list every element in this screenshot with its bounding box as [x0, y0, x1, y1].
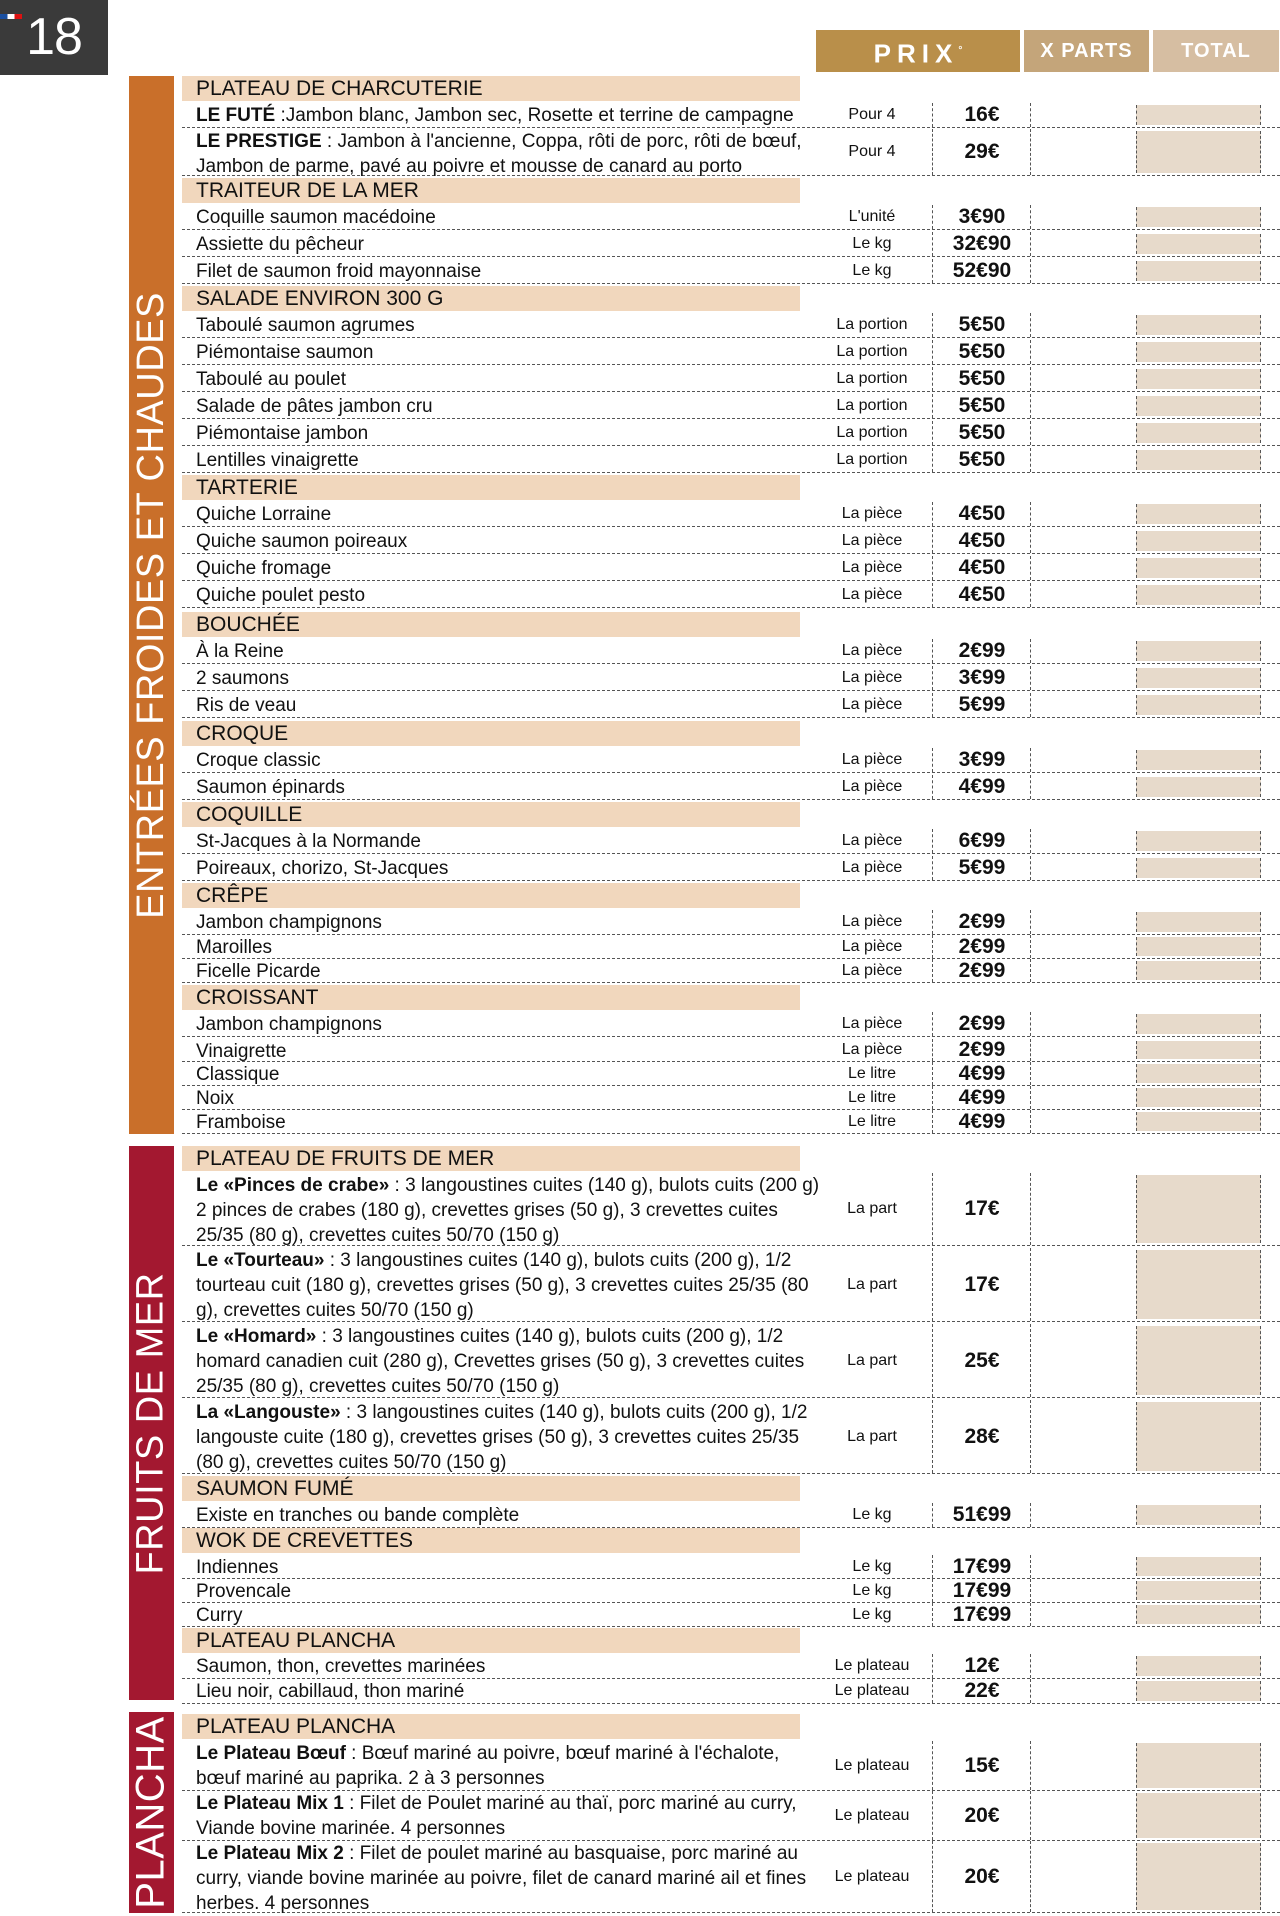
menu-item-name: [196, 1841, 826, 1916]
menu-item-row: [182, 959, 1280, 983]
menu-item-price: 5€50: [934, 448, 1031, 472]
menu-item-description: Existe en tranches ou bande complète: [196, 1505, 520, 1526]
menu-item-unit: La portion: [812, 421, 933, 445]
menu-item-description: Saumon épinards: [196, 777, 345, 798]
menu-item-unit: Le plateau: [812, 1654, 933, 1678]
menu-item-price: 17€: [934, 1248, 1031, 1321]
total-cell[interactable]: [1136, 1402, 1261, 1471]
menu-item-unit: La pièce: [812, 583, 933, 607]
menu-item-name: [196, 1173, 826, 1248]
menu-item-price: 17€: [934, 1173, 1031, 1245]
menu-item-unit: Le plateau: [812, 1679, 933, 1703]
menu-item-row: [182, 1062, 1280, 1086]
menu-item-description: Provencale: [196, 1581, 292, 1602]
menu-item-description: Ris de veau: [196, 695, 297, 716]
menu-item-bold-label: Le Plateau Mix 2: [196, 1843, 344, 1864]
menu-item-unit: Le kg: [812, 232, 933, 256]
sidebar-plancha-label: PLANCHA: [129, 1716, 174, 1909]
menu-item-price: 4€99: [934, 1110, 1031, 1133]
menu-item-price: 28€: [934, 1400, 1031, 1473]
menu-item-name: [196, 748, 826, 773]
menu-item-price: 5€50: [934, 367, 1031, 391]
menu-item-name: [196, 421, 826, 446]
menu-item-name: [196, 1248, 826, 1323]
menu-item-unit: Le kg: [812, 1503, 933, 1527]
sidebar-entrees-label: ENTRÉES FROIDES ET CHAUDES: [130, 291, 173, 919]
menu-item-unit: La portion: [812, 313, 933, 337]
menu-item-description: Taboulé saumon agrumes: [196, 315, 415, 336]
menu-item-unit: Le kg: [812, 1579, 933, 1602]
menu-item-row: [182, 259, 1280, 284]
menu-item-unit: La pièce: [812, 829, 933, 853]
menu-item-unit: L'unité: [812, 205, 933, 229]
menu-item-name: [196, 1603, 826, 1628]
total-cell[interactable]: [1136, 1064, 1261, 1083]
menu-item-row: [182, 639, 1280, 664]
menu-item-unit: Pour 4: [812, 103, 933, 127]
menu-item-name: [196, 910, 826, 935]
menu-item-name: [196, 829, 826, 854]
menu-item-row: [182, 1012, 1280, 1037]
menu-item-description: : 3 langoustines cuites (140 g), bulots cuits (200 g), 1/2 homard canadien cuit (280 g), Crevettes grises (50 g), 3 crevettes cuites 25/35 (80 g), crevettes cuites 50/70 (150 g): [196, 1326, 805, 1397]
menu-item-unit: Le litre: [812, 1110, 933, 1133]
menu-item-name: [196, 502, 826, 527]
menu-item-name: [196, 448, 826, 473]
menu-item-name: [196, 1039, 826, 1064]
total-cell[interactable]: [1136, 1557, 1261, 1576]
total-cell[interactable]: [1136, 1505, 1261, 1525]
menu-item-name: [196, 1503, 826, 1528]
menu-item-name: [196, 1555, 826, 1580]
total-cell[interactable]: [1136, 131, 1261, 173]
total-cell[interactable]: [1136, 585, 1261, 605]
total-cell[interactable]: [1136, 1112, 1261, 1131]
menu-item-name: [196, 367, 826, 392]
menu-item-row: [182, 394, 1280, 419]
menu-item-row: [182, 129, 1280, 176]
menu-item-unit: La pièce: [812, 748, 933, 772]
total-cell[interactable]: [1136, 912, 1261, 932]
menu-item-description: Croque classic: [196, 750, 321, 771]
total-cell[interactable]: [1136, 396, 1261, 416]
header-prix-label: PRIX: [873, 38, 959, 69]
menu-item-unit: La pièce: [812, 775, 933, 799]
menu-item-row: [182, 340, 1280, 365]
menu-item-name: [196, 856, 826, 881]
section-title: PLATEAU DE CHARCUTERIE: [182, 76, 800, 101]
total-cell[interactable]: [1136, 961, 1261, 980]
menu-item-name: [196, 1679, 826, 1704]
menu-item-row: [182, 1679, 1280, 1704]
section-title: CROISSANT: [182, 985, 800, 1010]
menu-item-price: 3€90: [934, 205, 1031, 229]
menu-item-row: [182, 205, 1280, 230]
menu-item-name: [196, 313, 826, 338]
menu-item-description: Ficelle Picarde: [196, 961, 321, 982]
menu-item-description: Taboulé au poulet: [196, 369, 347, 390]
total-cell[interactable]: [1136, 1326, 1261, 1395]
menu-item-description: St-Jacques à la Normande: [196, 831, 421, 852]
menu-item-bold-label: LE FUTÉ: [196, 105, 276, 126]
menu-item-row: [182, 1603, 1280, 1627]
menu-item-description: Lieu noir, cabillaud, thon mariné: [196, 1681, 465, 1702]
menu-item-unit: Le plateau: [812, 1741, 933, 1790]
menu-item-description: Vinaigrette: [196, 1041, 287, 1062]
menu-item-price: 5€50: [934, 394, 1031, 418]
menu-item-name: [196, 639, 826, 664]
total-cell[interactable]: [1136, 1843, 1261, 1910]
total-cell[interactable]: [1136, 777, 1261, 797]
menu-item-unit: La pièce: [812, 856, 933, 880]
menu-item-row: [182, 1248, 1280, 1322]
menu-item-description: : Jambon à l'ancienne, Coppa, rôti de porc, rôti de bœuf, Jambon de parme, pavé au poivre et mousse de canard au porto: [196, 131, 802, 177]
menu-item-price: 2€99: [934, 639, 1031, 663]
sidebar-plancha: [129, 1712, 174, 1913]
menu-item-bold-label: La «Langouste»: [196, 1402, 341, 1423]
section-title: PLATEAU PLANCHA: [182, 1714, 800, 1739]
menu-item-bold-label: Le «Pinces de crabe»: [196, 1175, 390, 1196]
menu-item-name: [196, 103, 826, 128]
menu-item-description: Indiennes: [196, 1557, 279, 1578]
total-cell[interactable]: [1136, 831, 1261, 851]
menu-item-row: [182, 1741, 1280, 1791]
sidebar-fruits-de-mer: [129, 1146, 174, 1700]
total-cell[interactable]: [1136, 1656, 1261, 1676]
menu-item-price: 17€99: [934, 1603, 1031, 1626]
menu-item-unit: La portion: [812, 367, 933, 391]
section-title: COQUILLE: [182, 802, 800, 827]
menu-item-name: [196, 394, 826, 419]
menu-item-description: : Filet de poulet mariné au basquaise, porc mariné au curry, viande bovine marinée au poivre, filet de canard mariné ail et fines herbes. 4 personnes: [196, 1843, 807, 1914]
menu-item-row: [182, 313, 1280, 338]
menu-item-description: 2 saumons: [196, 668, 289, 689]
menu-item-row: [182, 748, 1280, 773]
menu-item-unit: Le litre: [812, 1062, 933, 1085]
menu-item-price: 17€99: [934, 1579, 1031, 1602]
menu-item-name: [196, 693, 826, 718]
menu-item-name: [196, 1012, 826, 1037]
menu-item-row: [182, 1841, 1280, 1913]
menu-item-description: Piémontaise jambon: [196, 423, 369, 444]
menu-item-price: 4€50: [934, 502, 1031, 526]
menu-item-price: 2€99: [934, 935, 1031, 958]
menu-item-description: Lentilles vinaigrette: [196, 450, 359, 471]
menu-item-description: Quiche Lorraine: [196, 504, 332, 525]
menu-item-description: Maroilles: [196, 937, 273, 958]
menu-item-price: 3€99: [934, 748, 1031, 772]
menu-item-row: [182, 1503, 1280, 1528]
menu-item-price: 3€99: [934, 666, 1031, 690]
menu-item-description: Jambon champignons: [196, 912, 382, 933]
menu-item-description: : Filet de Poulet mariné au thaï, porc mariné au curry, Viande bovine marinée. 4 personnes: [196, 1793, 797, 1839]
menu-item-price: 4€99: [934, 1086, 1031, 1109]
total-cell[interactable]: [1136, 668, 1261, 688]
total-cell[interactable]: [1136, 315, 1261, 335]
total-cell[interactable]: [1136, 695, 1261, 715]
menu-item-row: [182, 935, 1280, 959]
menu-item-price: 29€: [934, 129, 1031, 175]
menu-item-row: [182, 232, 1280, 257]
menu-item-name: [196, 666, 826, 691]
menu-item-row: [182, 666, 1280, 691]
menu-item-name: [196, 1400, 826, 1475]
section-title: BOUCHÉE: [182, 612, 800, 637]
menu-item-price: 16€: [934, 103, 1031, 127]
menu-item-unit: Le kg: [812, 1603, 933, 1626]
sidebar-fruits-label: FRUITS DE MER: [130, 1271, 172, 1575]
total-cell[interactable]: [1136, 531, 1261, 551]
menu-item-row: [182, 1324, 1280, 1398]
menu-item-unit: La pièce: [812, 693, 933, 717]
section-title: SAUMON FUMÉ: [182, 1476, 800, 1501]
total-cell[interactable]: [1136, 207, 1261, 227]
menu-item-name: [196, 232, 826, 257]
menu-item-price: 2€99: [934, 1012, 1031, 1036]
header-parts: X PARTS: [1024, 30, 1149, 72]
menu-item-unit: La pièce: [812, 639, 933, 663]
menu-item-description: À la Reine: [196, 641, 284, 662]
menu-item-price: 4€99: [934, 1062, 1031, 1085]
menu-item-price: 12€: [934, 1654, 1031, 1678]
menu-item-name: [196, 775, 826, 800]
menu-item-bold-label: Le «Homard»: [196, 1326, 317, 1347]
menu-item-row: [182, 1086, 1280, 1110]
menu-item-price: 2€99: [934, 910, 1031, 934]
menu-item-row: [182, 502, 1280, 527]
sidebar-entrees: [129, 76, 174, 1134]
menu-item-row: [182, 1791, 1280, 1841]
total-cell[interactable]: [1136, 105, 1261, 125]
menu-item-name: [196, 959, 826, 984]
section-title: TARTERIE: [182, 475, 800, 500]
menu-item-row: [182, 910, 1280, 935]
menu-item-description: Framboise: [196, 1112, 286, 1133]
section-title: CRÊPE: [182, 883, 800, 908]
menu-item-price: 22€: [934, 1679, 1031, 1703]
menu-item-unit: La pièce: [812, 1039, 933, 1061]
menu-item-unit: La pièce: [812, 529, 933, 553]
menu-item-name: [196, 935, 826, 960]
menu-item-row: [182, 367, 1280, 392]
menu-item-row: [182, 775, 1280, 800]
menu-item-name: [196, 1086, 826, 1111]
menu-item-description: : Bœuf mariné au poivre, bœuf mariné à l'échalote, bœuf mariné au paprika. 2 à 3 personnes: [196, 1743, 780, 1789]
total-cell[interactable]: [1136, 369, 1261, 389]
total-cell[interactable]: [1136, 1743, 1261, 1788]
total-cell[interactable]: [1136, 858, 1261, 878]
menu-item-name: [196, 1741, 826, 1791]
menu-item-unit: La pièce: [812, 666, 933, 690]
menu-item-unit: La portion: [812, 394, 933, 418]
menu-item-row: [182, 529, 1280, 554]
menu-item-unit: La pièce: [812, 910, 933, 934]
total-cell[interactable]: [1136, 937, 1261, 956]
total-cell[interactable]: [1136, 1014, 1261, 1034]
total-cell[interactable]: [1136, 423, 1261, 443]
menu-item-description: Filet de saumon froid mayonnaise: [196, 261, 482, 282]
total-cell[interactable]: [1136, 1041, 1261, 1059]
section-title: SALADE ENVIRON 300 G: [182, 286, 800, 311]
menu-item-description: Salade de pâtes jambon cru: [196, 396, 433, 417]
menu-item-unit: La part: [812, 1173, 933, 1245]
menu-item-price: 5€99: [934, 856, 1031, 880]
menu-item-unit: La part: [812, 1324, 933, 1397]
menu-item-bold-label: Le Plateau Mix 1: [196, 1793, 344, 1814]
menu-item-unit: La pièce: [812, 1012, 933, 1036]
menu-item-price: 2€99: [934, 959, 1031, 982]
menu-item-name: [196, 129, 826, 179]
menu-item-price: 2€99: [934, 1039, 1031, 1061]
total-cell[interactable]: [1136, 450, 1261, 470]
menu-item-bold-label: Le Plateau Bœuf: [196, 1743, 346, 1764]
total-cell[interactable]: [1136, 750, 1261, 770]
total-cell[interactable]: [1136, 234, 1261, 254]
menu-item-name: [196, 1110, 826, 1135]
menu-item-description: Quiche fromage: [196, 558, 332, 579]
total-cell[interactable]: [1136, 641, 1261, 661]
total-cell[interactable]: [1136, 261, 1261, 281]
menu-item-unit: Le plateau: [812, 1791, 933, 1840]
menu-item-description: Assiette du pêcheur: [196, 234, 364, 255]
menu-item-row: [182, 1579, 1280, 1603]
menu-item-price: 5€50: [934, 313, 1031, 337]
menu-item-price: 20€: [934, 1841, 1031, 1912]
menu-item-price: 52€90: [934, 259, 1031, 283]
menu-item-unit: Pour 4: [812, 129, 933, 175]
menu-item-description: Coquille saumon macédoine: [196, 207, 436, 228]
menu-item-bold-label: Le «Tourteau»: [196, 1250, 325, 1271]
menu-item-description: Curry: [196, 1605, 243, 1626]
total-cell[interactable]: [1136, 1681, 1261, 1701]
total-cell[interactable]: [1136, 504, 1261, 524]
menu-item-price: 6€99: [934, 829, 1031, 853]
menu-item-name: [196, 556, 826, 581]
menu-item-bold-label: LE PRESTIGE: [196, 131, 322, 152]
menu-item-description: Quiche saumon poireaux: [196, 531, 408, 552]
menu-item-row: [182, 583, 1280, 608]
menu-item-price: 4€50: [934, 529, 1031, 553]
menu-item-description: : 3 langoustines cuites (140 g), bulots cuits (200 g) 2 pinces de crabes (180 g), crevettes grises (50 g), 3 crevettes cuites 25/35 (80 g), crevettes cuites 50/70 (150 g): [196, 1175, 820, 1246]
total-cell[interactable]: [1136, 558, 1261, 578]
menu-item-unit: Le kg: [812, 259, 933, 283]
menu-item-row: [182, 829, 1280, 854]
menu-item-description: Poireaux, chorizo, St-Jacques: [196, 858, 449, 879]
menu-item-description: Piémontaise saumon: [196, 342, 374, 363]
total-cell[interactable]: [1136, 1175, 1261, 1243]
menu-item-description: : 3 langoustines cuites (140 g), bulots cuits (200 g), 1/2 tourteau cuit (180 g), crevettes grises (50 g), 3 crevettes cuites 25/35 (80 g), crevettes cuites 50/70 (150 g): [196, 1250, 809, 1321]
section-title: TRAITEUR DE LA MER: [182, 178, 800, 203]
header-total: TOTAL: [1153, 30, 1279, 72]
menu-item-row: [182, 693, 1280, 718]
menu-item-unit: Le kg: [812, 1555, 933, 1578]
menu-item-row: [182, 421, 1280, 446]
menu-item-row: [182, 856, 1280, 881]
menu-item-name: [196, 1791, 826, 1841]
menu-item-row: [182, 556, 1280, 581]
menu-item-price: 25€: [934, 1324, 1031, 1397]
menu-item-row: [182, 1039, 1280, 1062]
menu-item-row: [182, 1555, 1280, 1579]
menu-item-price: 17€99: [934, 1555, 1031, 1578]
menu-item-name: [196, 340, 826, 365]
menu-item-price: 5€99: [934, 693, 1031, 717]
menu-item-description: Noix: [196, 1088, 235, 1109]
menu-item-row: [182, 1173, 1280, 1246]
header-prix: [816, 30, 1020, 72]
total-cell[interactable]: [1136, 342, 1261, 362]
menu-item-unit: La pièce: [812, 556, 933, 580]
menu-item-description: Jambon champignons: [196, 1014, 382, 1035]
page-number: 18: [0, 0, 108, 75]
menu-item-name: [196, 1324, 826, 1399]
section-title: WOK DE CREVETTES: [182, 1528, 800, 1553]
menu-item-description: Saumon, thon, crevettes marinées: [196, 1656, 486, 1677]
section-title: PLATEAU PLANCHA: [182, 1628, 800, 1653]
menu-item-row: [182, 103, 1280, 128]
menu-item-name: [196, 259, 826, 284]
menu-item-description: : 3 langoustines cuites (140 g), bulots cuits (200 g), 1/2 langouste cuite (180 g), crevettes grises (50 g), 3 crevettes cuites 25/35 (80 g), crevettes cuites 50/70 (150 g): [196, 1402, 808, 1473]
section-title: PLATEAU DE FRUITS DE MER: [182, 1146, 800, 1171]
section-title: CROQUE: [182, 721, 800, 746]
total-cell[interactable]: [1136, 1793, 1261, 1838]
menu-item-price: 4€50: [934, 556, 1031, 580]
menu-item-price: 5€50: [934, 340, 1031, 364]
menu-item-name: [196, 1579, 826, 1604]
menu-item-unit: La pièce: [812, 959, 933, 982]
menu-item-unit: La portion: [812, 340, 933, 364]
menu-item-description: :Jambon blanc, Jambon sec, Rosette et terrine de campagne: [275, 105, 794, 126]
menu-item-price: 51€99: [934, 1503, 1031, 1527]
header-prix-mark: °: [958, 45, 963, 56]
menu-item-price: 4€50: [934, 583, 1031, 607]
menu-item-row: [182, 1400, 1280, 1474]
total-cell[interactable]: [1136, 1088, 1261, 1107]
menu-item-name: [196, 529, 826, 554]
menu-item-unit: La pièce: [812, 502, 933, 526]
menu-item-price: 5€50: [934, 421, 1031, 445]
menu-item-price: 32€90: [934, 232, 1031, 256]
menu-item-name: [196, 205, 826, 230]
menu-item-unit: La pièce: [812, 935, 933, 958]
menu-item-unit: La portion: [812, 448, 933, 472]
menu-item-unit: La part: [812, 1400, 933, 1473]
menu-item-price: 20€: [934, 1791, 1031, 1840]
menu-item-description: Classique: [196, 1064, 280, 1085]
menu-item-description: Quiche poulet pesto: [196, 585, 366, 606]
menu-item-row: [182, 1110, 1280, 1134]
menu-item-name: [196, 1654, 826, 1679]
menu-item-name: [196, 1062, 826, 1087]
total-cell[interactable]: [1136, 1250, 1261, 1319]
menu-item-row: [182, 1654, 1280, 1679]
menu-item-unit: Le plateau: [812, 1841, 933, 1912]
menu-item-price: 15€: [934, 1741, 1031, 1790]
menu-item-unit: La part: [812, 1248, 933, 1321]
total-cell[interactable]: [1136, 1605, 1261, 1624]
menu-item-name: [196, 583, 826, 608]
menu-item-unit: Le litre: [812, 1086, 933, 1109]
menu-item-price: 4€99: [934, 775, 1031, 799]
total-cell[interactable]: [1136, 1581, 1261, 1600]
menu-item-row: [182, 448, 1280, 473]
